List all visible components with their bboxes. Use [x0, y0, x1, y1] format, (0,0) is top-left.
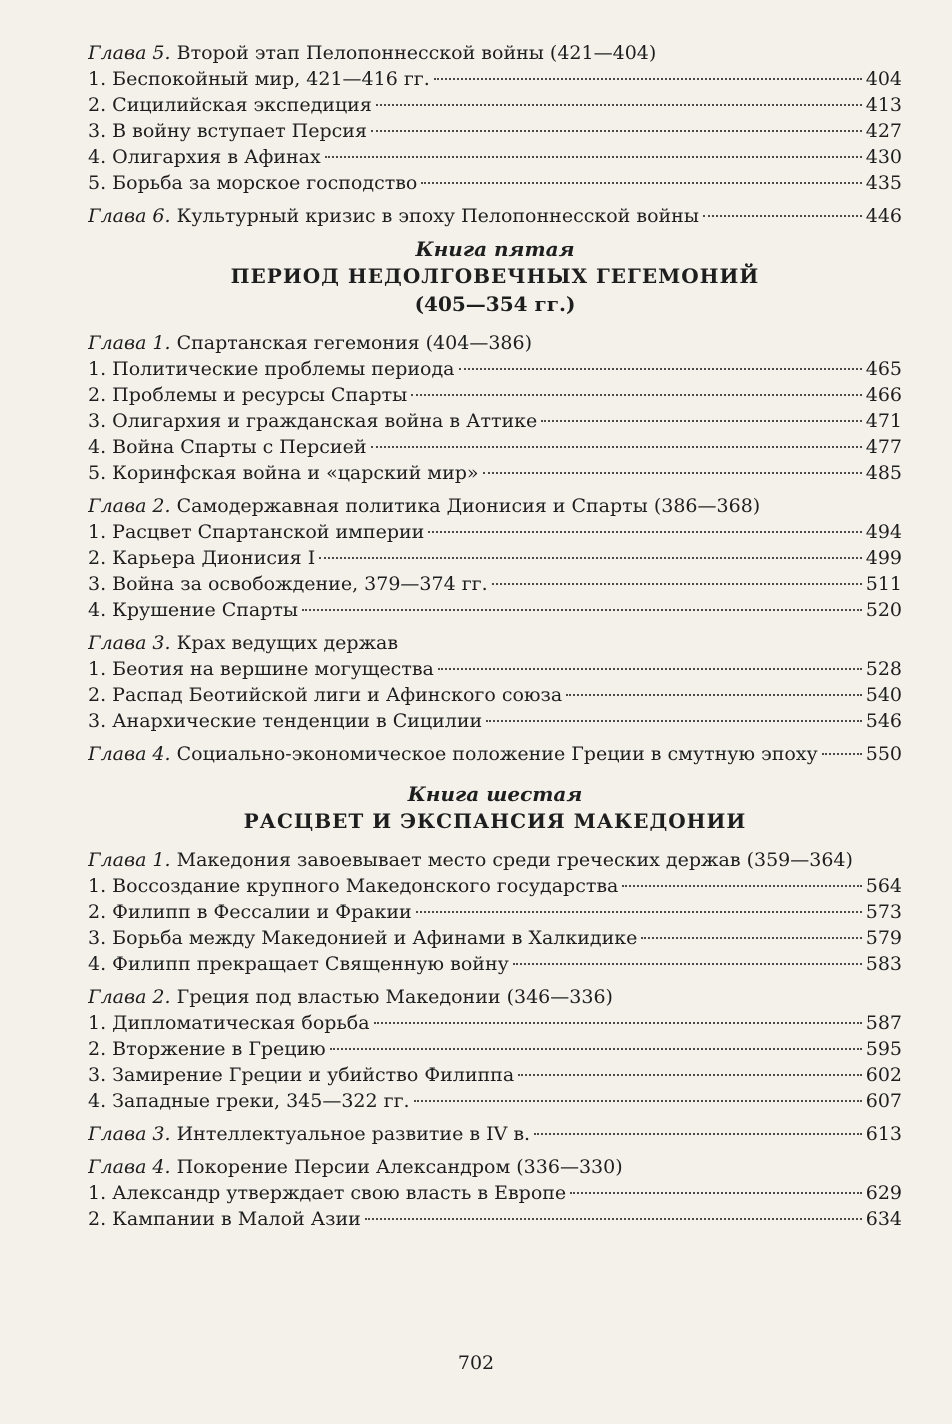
entry-title: 3. Олигархия и гражданская война в Аттике	[88, 410, 538, 432]
dot-leader	[492, 583, 862, 585]
chapter-label: Глава 3.	[88, 1123, 171, 1145]
book-title: РАСЦВЕТ И ЭКСПАНСИЯ МАКЕДОНИИ	[243, 809, 747, 833]
page-ref: 595	[865, 1038, 902, 1060]
entry-title: 1. Воссоздание крупного Македонского государства	[88, 875, 619, 897]
chapter-entry	[88, 847, 902, 873]
entry-title: 3. Анархические тенденции в Сицилии	[88, 710, 483, 732]
chapter-section	[88, 847, 902, 977]
chapter-entry	[88, 741, 902, 767]
dot-leader	[641, 937, 861, 939]
entry-title: 1. Беспокойный мир, 421—416 гг.	[88, 68, 430, 90]
entry-title: 3. Борьба между Македонией и Афинами в Халкидике	[88, 927, 638, 949]
chapter-title: Самодержавная политика Дионисия и Спарты (386—368)	[176, 495, 761, 517]
page-ref: 465	[865, 358, 902, 380]
chapter-section	[88, 330, 902, 486]
page-ref: 602	[865, 1064, 902, 1086]
toc-entry	[88, 408, 902, 434]
toc-sections-book6	[88, 847, 902, 1232]
chapter-entry	[88, 203, 902, 229]
chapter-title: Культурный кризис в эпоху Пелопоннесской войны	[176, 205, 699, 227]
page-ref: 446	[865, 205, 902, 227]
toc-entry	[88, 571, 902, 597]
chapter-label: Глава 6.	[88, 205, 171, 227]
chapter-entry	[88, 1154, 902, 1180]
toc-entry	[88, 682, 902, 708]
page-ref: 471	[865, 410, 902, 432]
dot-leader	[438, 668, 862, 670]
page-ref: 520	[865, 599, 902, 621]
dot-leader	[459, 368, 862, 370]
chapter-section	[88, 493, 902, 623]
chapter-title: Македония завоевывает место среди греческих держав (359—364)	[176, 849, 853, 871]
chapter-label: Глава 5.	[88, 42, 171, 64]
page-ref: 564	[865, 875, 902, 897]
dot-leader	[513, 963, 862, 965]
page-ref: 466	[865, 384, 902, 406]
dot-leader	[570, 1192, 862, 1194]
entry-title: 2. Сицилийская экспедиция	[88, 94, 372, 116]
chapter-entry	[88, 630, 902, 656]
chapter-section	[88, 1121, 902, 1147]
toc-entry	[88, 1180, 902, 1206]
dot-leader	[302, 609, 862, 611]
chapter-label: Глава 2.	[88, 495, 171, 517]
entry-title: 1. Политические проблемы периода	[88, 358, 455, 380]
toc-entry	[88, 925, 902, 951]
toc-entry	[88, 1062, 902, 1088]
dot-leader	[622, 885, 861, 887]
dot-leader	[416, 911, 862, 913]
chapter-title: Крах ведущих держав	[176, 632, 399, 654]
page-ref: 613	[865, 1123, 902, 1145]
chapter-title: Социально-экономическое положение Греции в смутную эпоху	[176, 743, 818, 765]
dot-leader	[371, 446, 862, 448]
page-ref: 629	[865, 1182, 902, 1204]
entry-title: 3. В войну вступает Персия	[88, 120, 367, 142]
dot-leader	[330, 1048, 862, 1050]
dot-leader	[414, 1100, 862, 1102]
toc-entry	[88, 597, 902, 623]
chapter-entry	[88, 40, 902, 66]
toc-entry	[88, 382, 902, 408]
page-number: 702	[457, 1352, 495, 1374]
book-label: Книга шестая	[407, 782, 583, 806]
toc-entry	[88, 873, 902, 899]
toc-entry	[88, 656, 902, 682]
page-ref: 413	[865, 94, 902, 116]
toc-entry	[88, 170, 902, 196]
page-ref: 634	[865, 1208, 902, 1230]
entry-title: 1. Расцвет Спартанской империи	[88, 521, 425, 543]
chapter-section	[88, 1154, 902, 1232]
toc-entry	[88, 708, 902, 734]
entry-title: 1. Дипломатическая борьба	[88, 1012, 370, 1034]
entry-title: 2. Вторжение в Грецию	[88, 1038, 326, 1060]
toc-entry	[88, 545, 902, 571]
book-label: Книга пятая	[415, 237, 575, 261]
dot-leader	[325, 156, 862, 158]
entry-title: 2. Распад Беотийской лиги и Афинского союза	[88, 684, 563, 706]
entry-title: 5. Борьба за морское господство	[88, 172, 418, 194]
chapter-label: Глава 4.	[88, 1156, 171, 1178]
page-ref: 573	[865, 901, 902, 923]
chapter-entry	[88, 330, 902, 356]
toc-entry	[88, 356, 902, 382]
page-ref: 499	[865, 547, 902, 569]
entry-title: 4. Олигархия в Афинах	[88, 146, 321, 168]
chapter-label: Глава 1.	[88, 332, 171, 354]
toc-sections-book5	[88, 330, 902, 767]
chapter-label: Глава 1.	[88, 849, 171, 871]
dot-leader	[374, 1022, 862, 1024]
dot-leader	[411, 394, 861, 396]
page-ref: 579	[865, 927, 902, 949]
chapter-title: Второй этап Пелопоннесской войны (421—404)	[176, 42, 657, 64]
entry-title: 2. Карьера Дионисия I	[88, 547, 316, 569]
chapter-title: Греция под властью Македонии (346—336)	[176, 986, 613, 1008]
dot-leader	[566, 694, 862, 696]
toc-entry	[88, 144, 902, 170]
page-ref: 546	[865, 710, 902, 732]
entry-title: 4. Крушение Спарты	[88, 599, 299, 621]
dot-leader	[541, 420, 861, 422]
page-ref: 404	[865, 68, 902, 90]
chapter-section	[88, 984, 902, 1114]
toc-entry	[88, 66, 902, 92]
chapter-section	[88, 741, 902, 767]
entry-title: 3. Война за освобождение, 379—374 гг.	[88, 573, 488, 595]
page-ref: 494	[865, 521, 902, 543]
dot-leader	[483, 472, 862, 474]
entry-title: 4. Западные греки, 345—322 гг.	[88, 1090, 410, 1112]
entry-title: 2. Проблемы и ресурсы Спарты	[88, 384, 408, 406]
chapter-section	[88, 630, 902, 734]
entry-title: 4. Война Спарты с Персией	[88, 436, 367, 458]
toc-entry	[88, 1036, 902, 1062]
dot-leader	[376, 104, 862, 106]
chapter-entry	[88, 984, 902, 1010]
book-years: (405—354 гг.)	[414, 292, 576, 316]
entry-title: 1. Александр утверждает свою власть в Европе	[88, 1182, 567, 1204]
toc-entry	[88, 92, 902, 118]
toc-entry	[88, 899, 902, 925]
page-ref: 587	[865, 1012, 902, 1034]
toc-entry	[88, 1206, 902, 1232]
page-ref: 427	[865, 120, 902, 142]
chapter-label: Глава 4.	[88, 743, 171, 765]
book-heading-5	[88, 236, 902, 318]
page-ref: 477	[865, 436, 902, 458]
toc-entry	[88, 519, 902, 545]
dot-leader	[371, 130, 862, 132]
entry-title: 4. Филипп прекращает Священную войну	[88, 953, 509, 975]
entry-title: 3. Замирение Греции и убийство Филиппа	[88, 1064, 515, 1086]
chapter-entry	[88, 1121, 902, 1147]
chapter-title: Спартанская гегемония (404—386)	[176, 332, 532, 354]
toc-entry	[88, 1010, 902, 1036]
dot-leader	[319, 557, 862, 559]
dot-leader	[428, 531, 861, 533]
chapter-label: Глава 2.	[88, 986, 171, 1008]
dot-leader	[421, 182, 861, 184]
dot-leader	[434, 78, 862, 80]
chapter-entry	[88, 493, 902, 519]
page-ref: 540	[865, 684, 902, 706]
dot-leader	[365, 1218, 862, 1220]
toc-entry	[88, 434, 902, 460]
book-title: ПЕРИОД НЕДОЛГОВЕЧНЫХ ГЕГЕМОНИЙ	[230, 264, 760, 288]
chapter-section	[88, 40, 902, 196]
entry-title: 5. Коринфская война и «царский мир»	[88, 462, 479, 484]
page-ref: 485	[865, 462, 902, 484]
toc-entry	[88, 951, 902, 977]
page-ref: 528	[865, 658, 902, 680]
page-ref: 550	[865, 743, 902, 765]
entry-title: 2. Кампании в Малой Азии	[88, 1208, 361, 1230]
dot-leader	[822, 753, 862, 755]
page-ref: 607	[865, 1090, 902, 1112]
chapter-title: Интеллектуальное развитие в IV в.	[176, 1123, 531, 1145]
book-heading-6	[88, 781, 902, 835]
dot-leader	[518, 1074, 862, 1076]
chapter-title: Покорение Персии Александром (336—330)	[176, 1156, 623, 1178]
entry-title: 2. Филипп в Фессалии и Фракии	[88, 901, 412, 923]
page-ref: 583	[865, 953, 902, 975]
toc-sections-book4	[88, 40, 902, 229]
toc-entry	[88, 460, 902, 486]
page-ref: 511	[865, 573, 902, 595]
dot-leader	[703, 215, 862, 217]
toc-entry	[88, 118, 902, 144]
chapter-section	[88, 203, 902, 229]
toc-entry	[88, 1088, 902, 1114]
entry-title: 1. Беотия на вершине могущества	[88, 658, 434, 680]
chapter-label: Глава 3.	[88, 632, 171, 654]
toc-page	[88, 40, 902, 1239]
page-ref: 435	[865, 172, 902, 194]
dot-leader	[486, 720, 862, 722]
dot-leader	[534, 1133, 862, 1135]
page-ref: 430	[865, 146, 902, 168]
